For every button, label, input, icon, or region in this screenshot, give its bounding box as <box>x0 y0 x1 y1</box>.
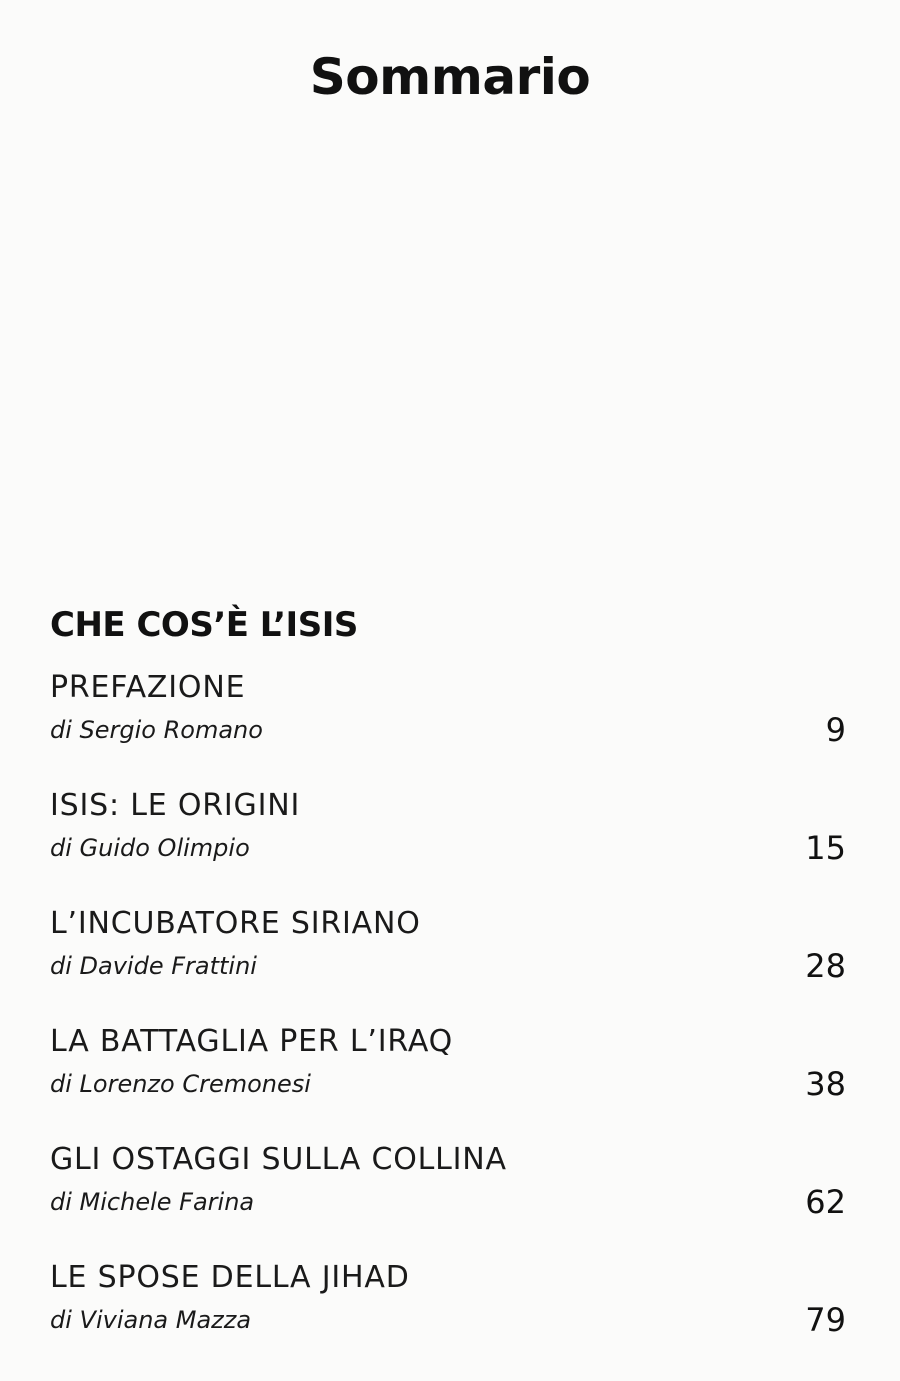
table-of-contents <box>50 666 846 1374</box>
toc-entry <box>50 1020 846 1138</box>
toc-entry <box>50 902 846 1020</box>
page-title: Sommario <box>309 47 591 106</box>
toc-entry <box>50 1138 846 1256</box>
entry-page-number: 15 <box>805 829 846 867</box>
entry-page-number: 38 <box>805 1065 846 1103</box>
entry-author: di Lorenzo Cremonesi <box>50 1070 311 1098</box>
entry-title: PREFAZIONE <box>50 670 246 705</box>
entry-title: LA BATTAGLIA PER L’IRAQ <box>50 1024 454 1059</box>
entry-page-number: 28 <box>805 947 846 985</box>
entry-author: di Davide Frattini <box>50 952 257 980</box>
entry-page-number: 62 <box>805 1183 846 1221</box>
entry-page-number: 79 <box>805 1301 846 1339</box>
entry-author: di Viviana Mazza <box>50 1306 252 1334</box>
entry-author: di Sergio Romano <box>50 716 263 744</box>
toc-entry <box>50 1256 846 1374</box>
entry-title: L’INCUBATORE SIRIANO <box>50 906 421 941</box>
entry-author: di Guido Olimpio <box>50 834 250 862</box>
entry-page-number: 9 <box>825 711 846 749</box>
entry-author: di Michele Farina <box>50 1188 255 1216</box>
toc-entry <box>50 784 846 902</box>
section-title: CHE COS’È L’ISIS <box>50 605 358 646</box>
toc-entry <box>50 666 846 784</box>
entry-title: LE SPOSE DELLA JIHAD <box>50 1260 410 1295</box>
entry-title: ISIS: LE ORIGINI <box>50 788 301 823</box>
entry-title: GLI OSTAGGI SULLA COLLINA <box>50 1142 507 1177</box>
